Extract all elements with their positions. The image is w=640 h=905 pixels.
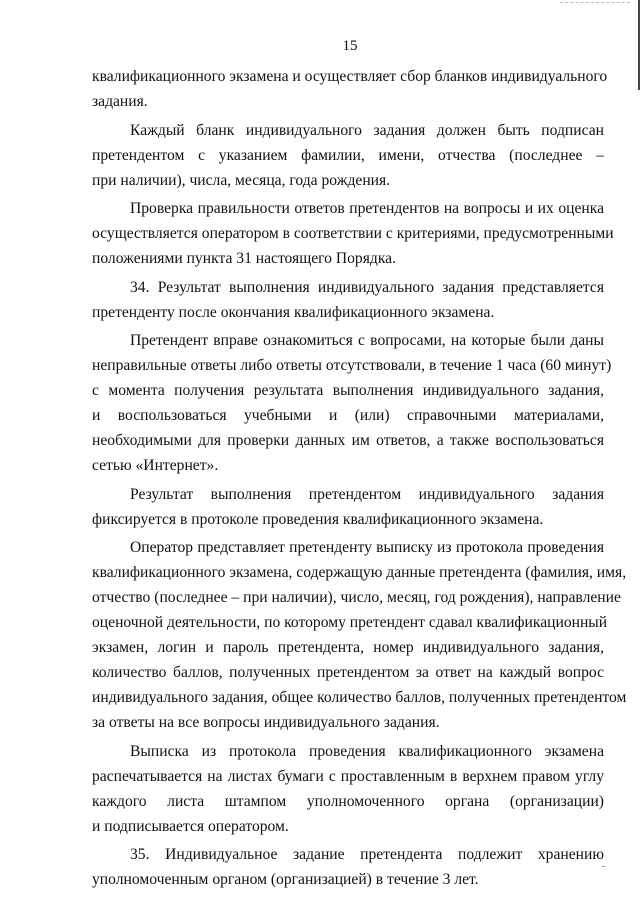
text-line: Претендент вправе ознакомиться с вопросами, на которые были даны bbox=[130, 332, 604, 349]
page-number: 15 bbox=[342, 38, 358, 54]
paragraph bbox=[92, 196, 614, 271]
text-line: и подписывается оператором. bbox=[92, 817, 289, 835]
text-line: индивидуального задания, общее количество баллов, полученных претендентом bbox=[92, 689, 627, 706]
text-line: экзамен, логин и пароль претендента, номер индивидуального задания, bbox=[92, 639, 604, 656]
paragraph bbox=[92, 118, 604, 193]
text-line: Выписка из протокола проведения квалификационного экзамена bbox=[130, 742, 604, 760]
text-line: каждого листа штампом уполномоченного органа (организации) bbox=[92, 792, 604, 810]
paragraph bbox=[92, 64, 608, 114]
text-line: претендентом с указанием фамилии, имени, отчества (последнее – bbox=[92, 146, 604, 164]
document-body bbox=[92, 64, 627, 896]
scan-artifact-line bbox=[560, 2, 630, 3]
scan-artifact-mark bbox=[602, 866, 605, 867]
text-line: положениями пункта 31 настоящего Порядка. bbox=[92, 250, 396, 267]
text-line: сетью «Интернет». bbox=[92, 457, 219, 474]
text-line: 34. Результат выполнения индивидуального задания представляется bbox=[130, 278, 604, 296]
paragraph bbox=[92, 328, 612, 478]
text-line: за ответы на все вопросы индивидуального задания. bbox=[92, 714, 440, 731]
paragraph bbox=[92, 739, 604, 839]
text-line: при наличии), числа, месяца, года рождения. bbox=[92, 171, 391, 189]
text-line: и воспользоваться учебными и (или) справочными материалами, bbox=[92, 407, 604, 424]
text-line: неправильные ответы либо ответы отсутствовали, в течение 1 часа (60 минут) bbox=[92, 357, 612, 374]
text-line: количество баллов, полученных претендентом за ответ на каждый вопрос bbox=[92, 664, 604, 681]
text-line: Проверка правильности ответов претендентов на вопросы и их оценка bbox=[130, 200, 604, 217]
text-line: претенденту после окончания квалификационного экзамена. bbox=[92, 303, 495, 321]
text-line: отчество (последнее – при наличии), число, месяц, год рождения), направление bbox=[92, 589, 621, 606]
text-line: необходимыми для проверки данных им ответов, а также воспользоваться bbox=[92, 432, 604, 449]
text-line: Результат выполнения претендентом индивидуального задания bbox=[130, 485, 604, 503]
text-line: квалификационного экзамена, содержащую данные претендента (фамилия, имя, bbox=[92, 564, 627, 581]
paragraph bbox=[92, 842, 604, 892]
text-line: осуществляется оператором в соответствии с критериями, предусмотренными bbox=[92, 225, 614, 242]
text-line: Каждый бланк индивидуального задания должен быть подписан bbox=[130, 121, 604, 139]
text-line: с момента получения результата выполнения индивидуального задания, bbox=[92, 382, 604, 399]
text-line: квалификационного экзамена и осуществляет сбор бланков индивидуального bbox=[92, 68, 608, 85]
paragraph bbox=[92, 535, 627, 735]
paragraph bbox=[92, 275, 604, 325]
text-line: распечатывается на листах бумаги с проставленным в верхнем правом углу bbox=[92, 767, 604, 785]
text-line: 35. Индивидуальное задание претендента подлежит хранению bbox=[130, 846, 604, 863]
text-line: уполномоченным органом (организацией) в течение 3 лет. bbox=[92, 871, 479, 888]
text-line: оценочной деятельности, по которому претендент сдавал квалификационный bbox=[92, 614, 608, 631]
text-line: фиксируется в протоколе проведения квалификационного экзамена. bbox=[92, 510, 544, 528]
text-line: задания. bbox=[92, 93, 148, 110]
text-line: Оператор представляет претенденту выписку из протокола проведения bbox=[130, 539, 604, 556]
paragraph bbox=[92, 482, 604, 532]
